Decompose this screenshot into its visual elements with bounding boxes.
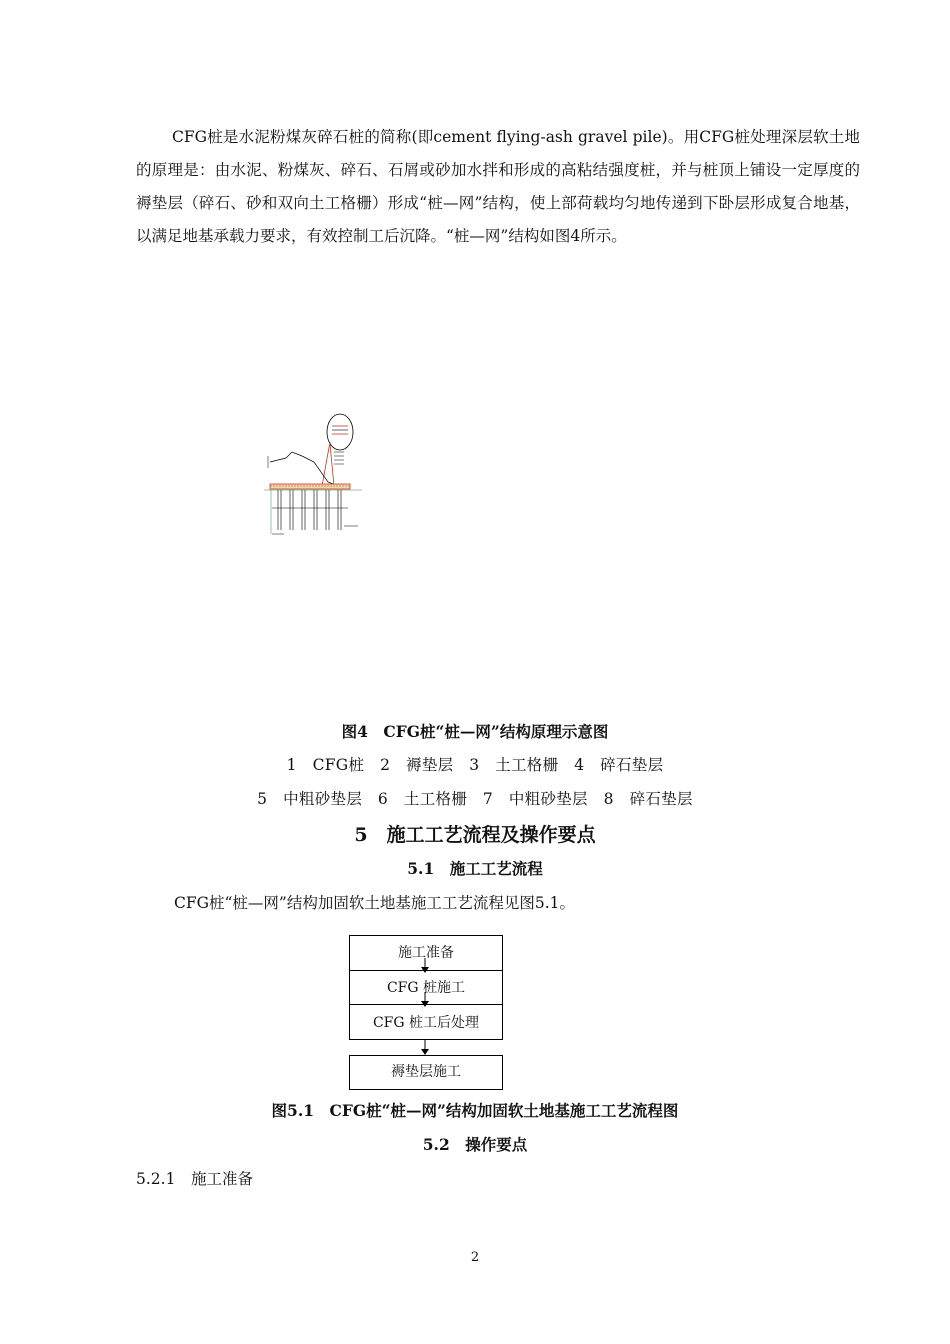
- flow-arrow-1: [418, 958, 432, 974]
- intro-paragraph: [136, 121, 860, 253]
- flow-step-prepare: 施工准备: [398, 945, 454, 961]
- flowchart-group: [349, 935, 503, 1040]
- section5-2-heading: 5.2 操作要点: [422, 1135, 528, 1154]
- figure4-caption: 图4 CFG桩“桩—网”结构原理示意图: [341, 722, 609, 741]
- flow-step-post-treatment: CFG 桩工后处理: [372, 1015, 480, 1031]
- flow-step-pile-construction: CFG 桩施工: [386, 980, 466, 996]
- cushion-layer: [270, 484, 350, 489]
- page-number: 2: [470, 1250, 480, 1265]
- flow-arrow-3: [418, 1040, 432, 1056]
- section5-1-heading: 5.1 施工工艺流程: [407, 859, 543, 878]
- figure4-legend-line2: 5 中粗砂垫层 6 土工格栅 7 中粗砂垫层 8 碎石垫层: [257, 790, 693, 808]
- flow-caption: 图5.1 CFG桩“桩—网”结构加固软土地基施工工艺流程图: [271, 1101, 679, 1120]
- section5-2-1-heading: 5.2.1 施工准备: [136, 1170, 253, 1188]
- detail-leader-a: [330, 444, 334, 486]
- cfg-piles: [278, 490, 341, 530]
- detail-circle: [327, 414, 353, 450]
- section5-heading: 5 施工工艺流程及操作要点: [354, 824, 596, 846]
- section5-1-text: CFG桩“桩—网”结构加固软土地基施工工艺流程见图5.1。: [174, 894, 575, 912]
- intro-text: CFG桩是水泥粉煤灰碎石桩的简称(即cement flying-ash gravel pile)。用CFG桩处理深层软土地的原理是：由水泥、粉煤灰、碎石、石屑或砂加水拌和形成的高粘结强度桩，并与桩顶上铺设一定厚度的褥垫层（碎石、砂和双向土工格栅）形成“桩—网”结构，使上部荷载均匀地传递到下卧层形成复合地基，以满足地基承载力要求，有效控制工后沉降。“桩—网”结构如图4所示。: [136, 128, 860, 245]
- flow-arrow-2: [418, 992, 432, 1008]
- pile-net-structure-diagram: [262, 412, 372, 540]
- flow-step-cushion: 褥垫层施工: [349, 1055, 503, 1090]
- figure4-legend-line1: 1 CFG桩 2 褥垫层 3 土工格栅 4 碎石垫层: [286, 756, 664, 774]
- embankment-outline: [270, 452, 338, 486]
